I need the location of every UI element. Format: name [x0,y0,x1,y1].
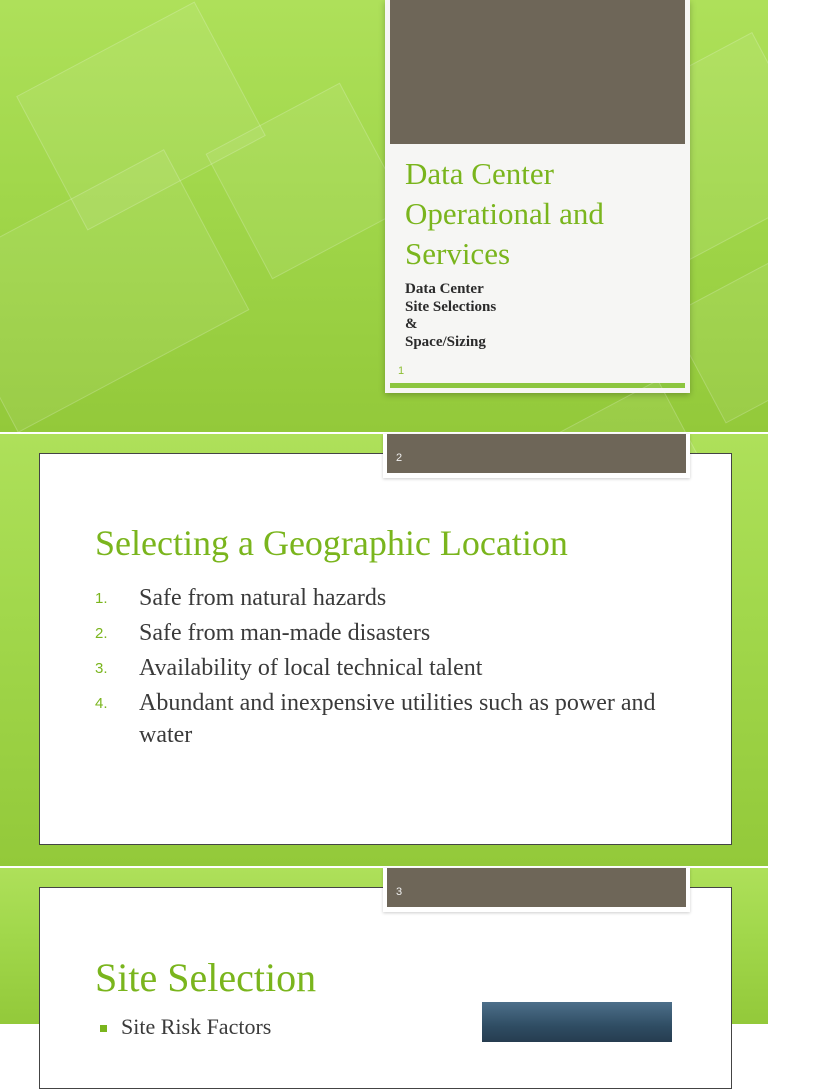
subtitle-line: & [405,316,418,332]
slide-title: Data Center Operational and Services [405,156,604,271]
bullet-icon [100,1025,107,1032]
photo-image [482,1002,672,1042]
slide-number-tab [383,434,690,478]
list-item: 3. Availability of local technical talent [95,655,483,681]
slide-number: 2 [396,452,403,464]
slide-heading: Site Selection [95,955,317,1000]
list-item: 2. Safe from man-made disasters [95,620,431,646]
subtitle-line: Space/Sizing [405,333,486,350]
slide-number-tab [383,868,690,912]
slide-subtitle [405,281,675,351]
title-card-header-block [390,0,685,144]
subtitle-line: Site Selections [405,298,497,315]
slide-number: 3 [396,886,403,898]
title-card [385,0,690,393]
slide-1 [0,0,768,432]
list-item: 4. Abundant and inexpensive utilities such as power and water [95,690,656,748]
slide-2 [0,434,768,866]
list-item: Site Risk Factors [100,1014,271,1040]
slide-3 [0,868,768,1039]
slide-heading: Selecting a Geographic Location [95,523,568,563]
slide-number: 1 [398,365,405,377]
subtitle-line: Data Center [405,281,484,297]
list-item: 1. Safe from natural hazards [95,585,387,611]
numbered-list [95,582,665,754]
